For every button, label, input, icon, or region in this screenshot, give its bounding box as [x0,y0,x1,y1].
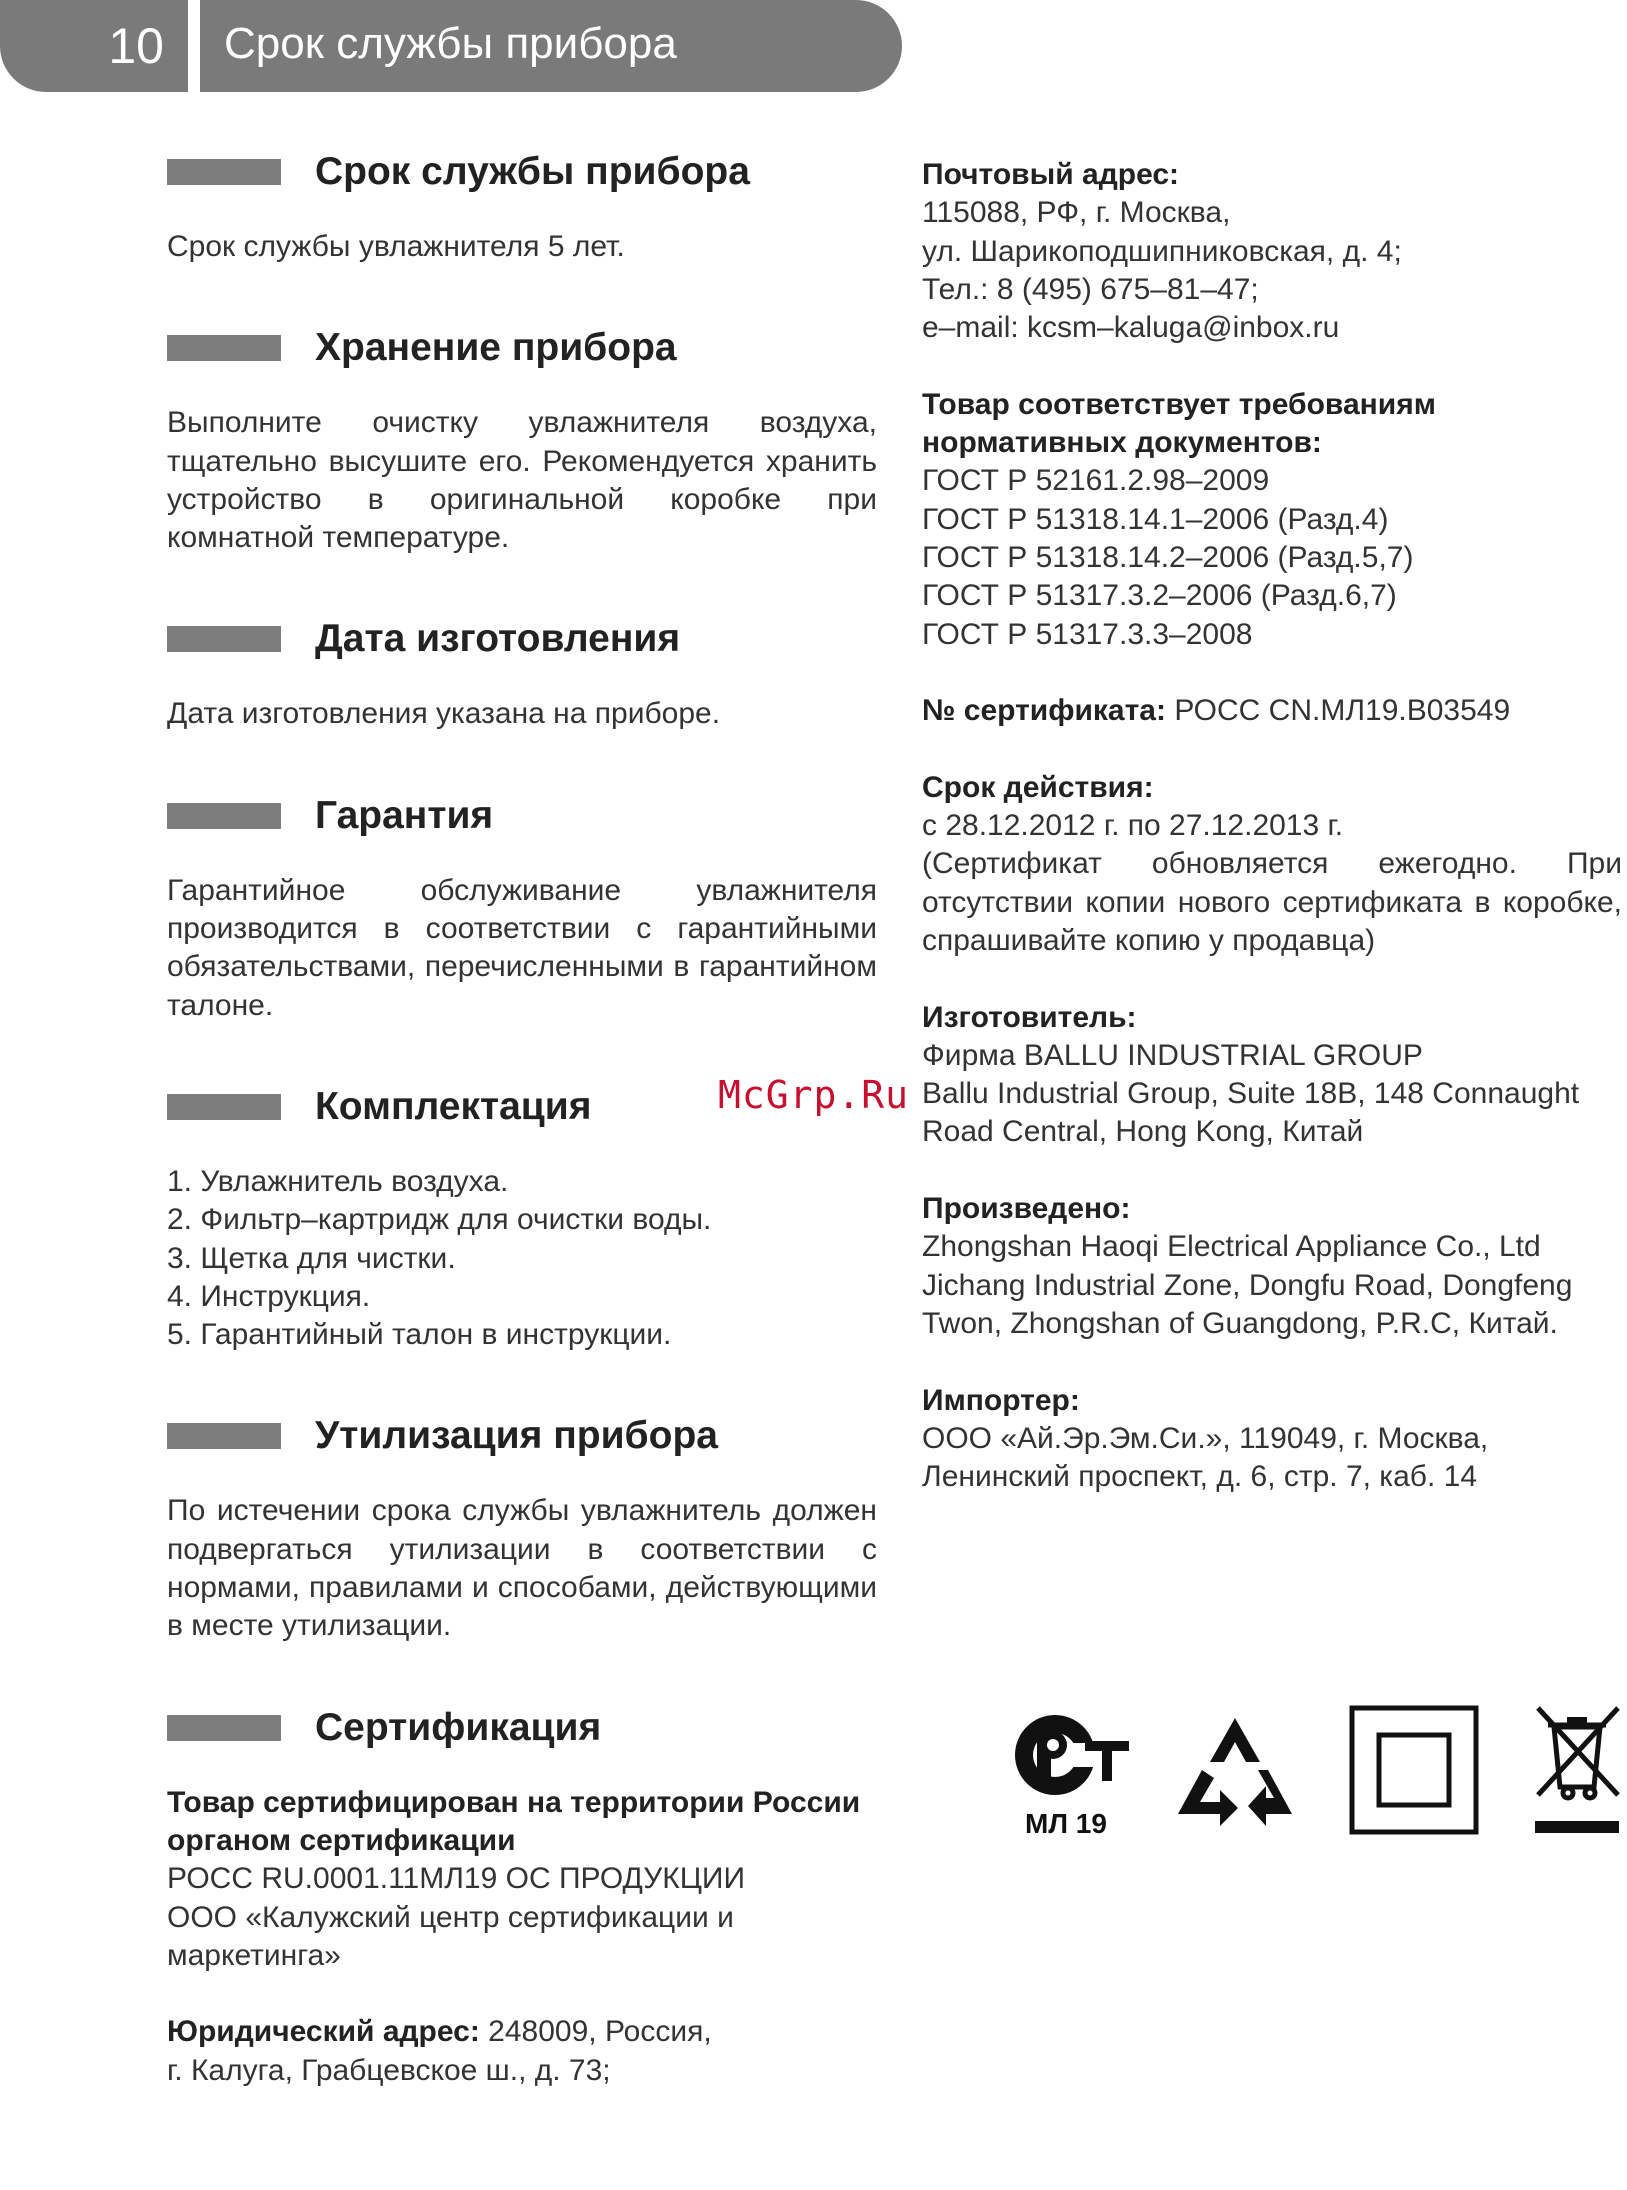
list-item: 1. Увлажнитель воздуха. [167,1164,509,1198]
manufacturer-line: Фирма BALLU INDUSTRIAL GROUP [922,1038,1423,1072]
section-text: Выполните очистку увлажнителя воздуха, тщательно высушите его. Рекомендуется хранить устройство в оригинальной коробке при комнатной температуре. [167,406,877,555]
crossed-bin-weee-icon [1530,1705,1625,1840]
producer-address: Jichang Industrial Zone, Dongfu Road, Dongfeng Twon, Zhongshan of Guangdong, P.R.C, Китай. [922,1268,1573,1340]
email-line: e–mail: kcsm–kaluga@inbox.ru [922,311,1340,345]
section-text: По истечении срока службы увлажнитель должен подвергаться утилизации в соответствии с нормами, правилами и способами, действующими в месте утилизации. [167,1494,877,1643]
section-certification [167,1706,877,2090]
certified-by-label: Товар сертифицирован на территории России органом сертификации [167,1785,861,1857]
importer-line: ООО «Ай.Эр.Эм.Си.», 119049, г. Москва, [922,1421,1489,1455]
standard-item: ГОСТ Р 52161.2.98–2009 [922,464,1270,498]
legal-address-label: Юридический адрес: [167,2015,480,2049]
legal-address-line: г. Калуга, Грабцевское ш., д. 73; [167,2053,611,2087]
double-insulation-icon [1349,1705,1479,1835]
compliance-label: Товар соответствует требованиям нормативных документов: [922,387,1436,460]
watermark: McGrp.Ru [718,1073,910,1117]
section-marker [167,1423,281,1449]
certificate-number [922,692,1622,730]
section-marker [167,1715,281,1741]
postal-address-label: Почтовый адрес: [922,158,1180,191]
postal-address-line: ул. Шарикоподшипниковская, д. 4; [922,234,1402,268]
list-item: 3. Щетка для чистки. [167,1241,456,1275]
list-item: 4. Инструкция. [167,1279,371,1313]
section-marker [167,159,281,185]
certificate-number-value: РОСС CN.МЛ19.В03549 [1165,694,1511,728]
postal-address-line: 115088, РФ, г. Москва, [922,196,1231,230]
importer-label: Импортер: [922,1383,1080,1417]
section-package-contents [167,1085,877,1354]
section-title: Срок службы прибора [315,150,750,193]
section-storage [167,326,877,557]
standard-item: ГОСТ Р 51318.14.1–2006 (Разд.4) [922,502,1389,536]
manufacturer-address: Ballu Industrial Group, Suite 18B, 148 Connaught Road Central, Hong Kong, Китай [922,1077,1580,1149]
section-marker [167,1094,281,1120]
page-number: 10 [0,0,188,92]
standard-item: ГОСТ Р 51317.3.2–2006 (Разд.6,7) [922,579,1397,613]
certification-organ-name: ООО «Калужский центр сертификации и маркетинга» [167,1900,734,1972]
certification-organ: РОСС RU.0001.11МЛ19 ОС ПРОДУКЦИИ [167,1862,746,1896]
section-marker [167,803,281,829]
section-title: Гарантия [315,793,494,837]
validity-dates: с 28.12.2012 г. по 27.12.2013 г. [922,809,1344,843]
producer-name: Zhongshan Haoqi Electrical Appliance Co., Ltd [922,1230,1541,1264]
manufacturer-label: Изготовитель: [922,1000,1137,1034]
section-marker [167,626,281,652]
produced-label: Произведено: [922,1192,1131,1226]
list-item: 2. Фильтр–картридж для очистки воды. [167,1203,712,1237]
recycle-icon [1170,1710,1300,1840]
header-title: Срок службы прибора [200,0,902,92]
legal-address-value: 248009, Россия, [479,2015,712,2049]
standard-item: ГОСТ Р 51318.14.2–2006 (Разд.5,7) [922,540,1414,574]
rst-code: МЛ 19 [1025,1808,1107,1839]
section-service-life [167,150,877,266]
section-title: Дата изготовления [315,617,681,661]
validity-note: (Сертификат обновляется ежегодно. При отсутствии копии нового сертификата в коробке, спрашивайте копию у продавца) [922,847,1622,957]
importer-line: Ленинский проспект, д. 6, стр. 7, каб. 14 [922,1460,1477,1494]
section-warranty [167,794,877,1025]
contents-list [167,1163,877,1354]
rst-certification-mark-icon [1005,1705,1135,1845]
section-title: Утилизация прибора [315,1414,718,1458]
section-manufacture-date [167,617,877,733]
left-column [167,150,877,2090]
right-column [922,156,1622,1496]
section-text: Срок службы увлажнителя 5 лет. [167,230,625,263]
section-title: Сертификация [315,1705,602,1749]
section-disposal [167,1414,877,1645]
phone-line: Тел.: 8 (495) 675–81–47; [922,272,1259,306]
validity-label: Срок действия: [922,770,1154,804]
certification-marks [1005,1705,1625,1845]
certificate-number-label: № сертификата: [922,694,1166,728]
section-title: Хранение прибора [315,326,677,370]
section-marker [167,335,281,361]
legal-address [167,2013,877,2051]
section-text: Дата изготовления указана на приборе. [167,697,721,731]
list-item: 5. Гарантийный талон в инструкции. [167,1318,672,1352]
section-text: Гарантийное обслуживание увлажнителя производится в соответствии с гарантийными обязательствами, перечисленными в гарантийном талоне. [167,873,877,1022]
standard-item: ГОСТ Р 51317.3.3–2008 [922,617,1253,651]
section-title: Комплектация [315,1084,592,1128]
certification-body [167,1784,877,2090]
